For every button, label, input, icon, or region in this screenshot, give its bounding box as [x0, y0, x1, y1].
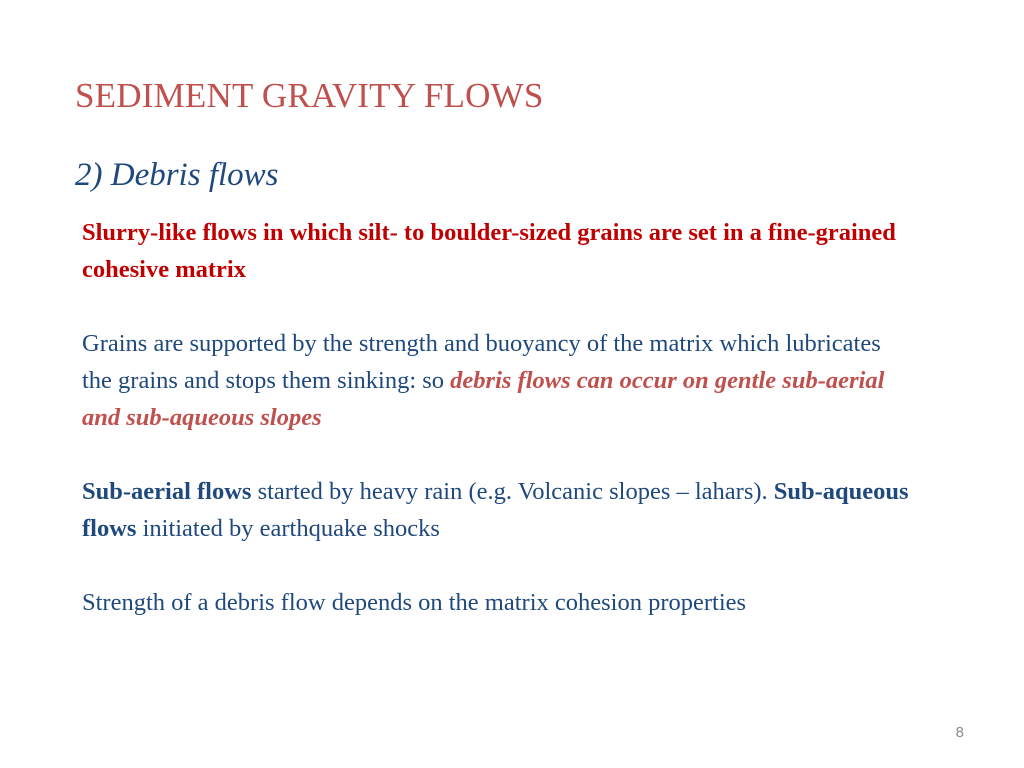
strength-paragraph: [82, 584, 912, 621]
slopes-emphasis: debris flows can occur on gentle sub-aerial and sub-aqueous slopes: [82, 367, 885, 431]
strength-text: Strength of a debris flow depends on the matrix cohesion properties: [82, 589, 747, 616]
definition-paragraph: [82, 214, 912, 288]
support-paragraph: [82, 325, 912, 436]
page-number: 8: [955, 724, 964, 741]
slide-body: [82, 214, 912, 658]
support-text: Grains are supported by the strength and buoyancy of the matrix which lubricates the grains and stops them sinking: so: [82, 330, 881, 394]
slide-subtitle: 2) Debris flows: [75, 157, 279, 193]
sub-aerial-text: started by heavy rain (e.g. Volcanic slopes – lahars).: [251, 478, 774, 505]
sub-aerial-term: Sub-aerial flows: [82, 478, 252, 505]
triggers-paragraph: [82, 473, 912, 547]
sub-aqueous-text: initiated by earthquake shocks: [136, 515, 440, 542]
slide-title: SEDIMENT GRAVITY FLOWS: [75, 76, 544, 115]
sub-aqueous-term: Sub-aqueous flows: [82, 478, 909, 542]
definition-text: Slurry-like flows in which silt- to boulder-sized grains are set in a fine-grained cohesive matrix: [82, 219, 896, 283]
